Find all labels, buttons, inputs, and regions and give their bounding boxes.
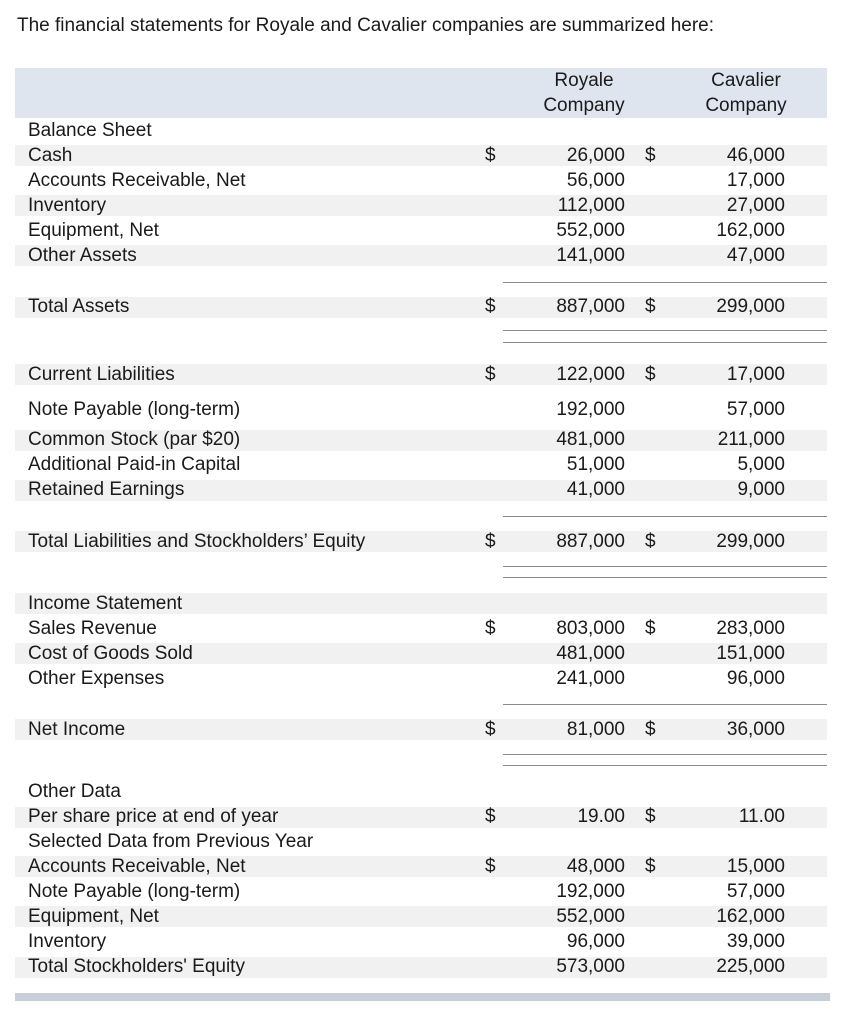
row-label: Per share price at end of year	[28, 806, 279, 827]
row-label: Total Stockholders' Equity	[28, 956, 245, 977]
row-label: Inventory	[28, 931, 107, 952]
row-label-total: Total Assets	[28, 296, 130, 317]
row-label: Common Stock (par $20)	[28, 429, 241, 450]
row-label: Other Expenses	[28, 668, 165, 689]
row-stripe	[15, 245, 827, 266]
section-heading-income-statement: Income Statement	[28, 593, 183, 614]
row-label: Other Assets	[28, 245, 137, 266]
subtotal-rule	[503, 704, 827, 705]
total-double-rule	[503, 330, 827, 331]
row-label: Equipment, Net	[28, 906, 159, 927]
row-label: Inventory	[28, 195, 107, 216]
subtotal-rule	[503, 516, 827, 517]
row-label: Additional Paid-in Capital	[28, 454, 241, 475]
intro-text: The financial statements for Royale and Cavalier companies are summarized here:	[17, 15, 714, 36]
row-label: Accounts Receivable, Net	[28, 170, 246, 191]
row-stripe	[15, 145, 827, 166]
row-label: Cost of Goods Sold	[28, 643, 193, 664]
row-label: Sales Revenue	[28, 618, 157, 639]
row-label-total: Total Liabilities and Stockholders’ Equity	[28, 531, 366, 552]
column-header-royale: Royale Company	[543, 70, 625, 116]
row-stripe	[15, 195, 827, 216]
total-double-rule	[503, 765, 827, 766]
row-label: Current Liabilities	[28, 364, 175, 385]
row-stripe	[15, 297, 827, 318]
section-heading-other-data: Other Data	[28, 781, 121, 802]
row-label: Note Payable (long-term)	[28, 399, 241, 420]
section-heading-previous-year: Selected Data from Previous Year	[28, 831, 314, 852]
row-label: Equipment, Net	[28, 220, 159, 241]
row-label: Note Payable (long-term)	[28, 881, 241, 902]
table-footer-bar	[15, 993, 830, 1001]
row-label-total: Net Income	[28, 719, 126, 740]
row-label: Retained Earnings	[28, 479, 185, 500]
total-double-rule	[503, 754, 827, 755]
total-double-rule	[503, 342, 827, 343]
row-stripe	[15, 719, 827, 740]
subtotal-rule	[503, 282, 827, 283]
total-double-rule	[503, 566, 827, 567]
column-header-cavalier: Cavalier Company	[705, 70, 787, 116]
row-label: Cash	[28, 145, 73, 166]
total-double-rule	[503, 577, 827, 578]
row-label: Accounts Receivable, Net	[28, 856, 246, 877]
section-heading-balance-sheet: Balance Sheet	[28, 120, 152, 141]
